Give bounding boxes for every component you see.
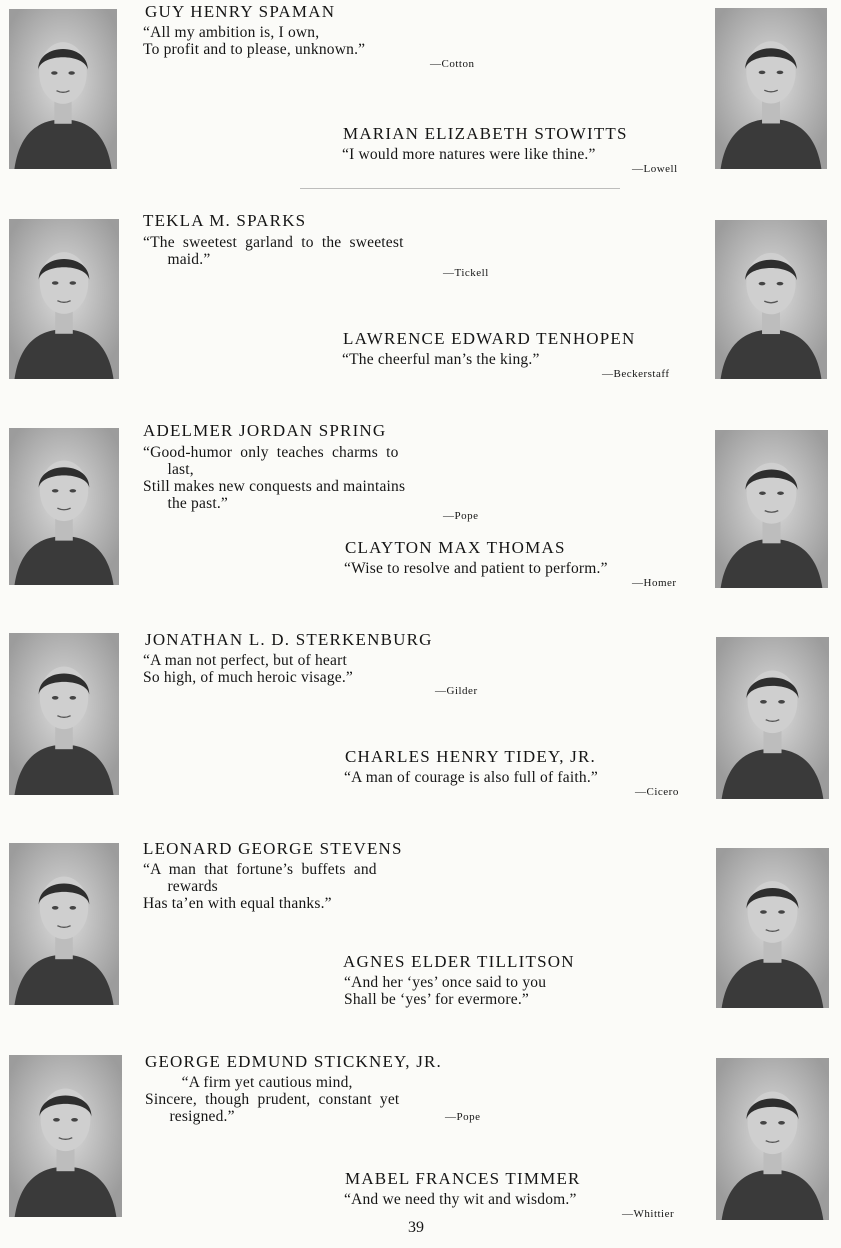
page-number: 39 bbox=[408, 1219, 424, 1236]
student-name: MARIAN ELIZABETH STOWITTS bbox=[343, 124, 628, 143]
portrait-photo bbox=[716, 848, 829, 1008]
student-quote: “Good-humor only teaches charms to last, Still makes new conquests and maintains the past.” bbox=[143, 444, 406, 512]
divider bbox=[300, 188, 620, 189]
student-name: LEONARD GEORGE STEVENS bbox=[143, 839, 403, 858]
portrait-photo bbox=[716, 637, 829, 799]
student-quote: “All my ambition is, I own, To profit and to please, unknown.” bbox=[143, 24, 366, 58]
quote-source: —Pope bbox=[445, 1111, 481, 1123]
student-name: AGNES ELDER TILLITSON bbox=[343, 952, 575, 971]
student-quote: “A man not perfect, but of heart So high, of much heroic visage.” bbox=[143, 652, 354, 686]
portrait-photo bbox=[9, 9, 117, 169]
student-quote: “A man that fortune’s buffets and rewards Has ta’en with equal thanks.” bbox=[143, 861, 377, 912]
portrait-photo bbox=[715, 220, 827, 379]
quote-source: —Gilder bbox=[435, 685, 478, 697]
quote-source: —Cotton bbox=[430, 58, 475, 70]
student-quote: “Wise to resolve and patient to perform.” bbox=[344, 560, 608, 577]
student-quote: “A man of courage is also full of faith.” bbox=[344, 769, 598, 786]
portrait-photo bbox=[715, 430, 828, 588]
portrait-photo bbox=[716, 1058, 829, 1220]
quote-source: —Tickell bbox=[443, 267, 489, 279]
portrait-photo bbox=[9, 1055, 122, 1217]
student-quote: “I would more natures were like thine.” bbox=[342, 146, 596, 163]
quote-source: —Beckerstaff bbox=[602, 368, 670, 380]
quote-source: —Pope bbox=[443, 510, 479, 522]
quote-source: —Cicero bbox=[635, 786, 679, 798]
quote-source: —Homer bbox=[632, 577, 677, 589]
portrait-photo bbox=[9, 633, 119, 795]
student-name: MABEL FRANCES TIMMER bbox=[345, 1169, 581, 1188]
student-name: TEKLA M. SPARKS bbox=[143, 211, 307, 230]
student-name: LAWRENCE EDWARD TENHOPEN bbox=[343, 329, 636, 348]
student-quote: “The sweetest garland to the sweetest maid.” bbox=[143, 234, 404, 268]
student-quote: “And we need thy wit and wisdom.” bbox=[344, 1191, 577, 1208]
student-quote: “The cheerful man’s the king.” bbox=[342, 351, 540, 368]
portrait-photo bbox=[9, 843, 119, 1005]
quote-source: —Whittier bbox=[622, 1208, 675, 1220]
student-quote: “A firm yet cautious mind, Sincere, though prudent, constant yet resigned.” bbox=[145, 1074, 400, 1125]
student-name: JONATHAN L. D. STERKENBURG bbox=[145, 630, 433, 649]
quote-source: —Lowell bbox=[632, 163, 678, 175]
student-name: CLAYTON MAX THOMAS bbox=[345, 538, 566, 557]
portrait-photo bbox=[9, 428, 119, 585]
student-name: GEORGE EDMUND STICKNEY, JR. bbox=[145, 1052, 443, 1071]
student-name: GUY HENRY SPAMAN bbox=[145, 2, 336, 21]
portrait-photo bbox=[9, 219, 119, 379]
student-name: CHARLES HENRY TIDEY, JR. bbox=[345, 747, 596, 766]
student-name: ADELMER JORDAN SPRING bbox=[143, 421, 387, 440]
student-quote: “And her ‘yes’ once said to you Shall be ‘yes’ for evermore.” bbox=[344, 974, 547, 1008]
portrait-photo bbox=[715, 8, 827, 169]
